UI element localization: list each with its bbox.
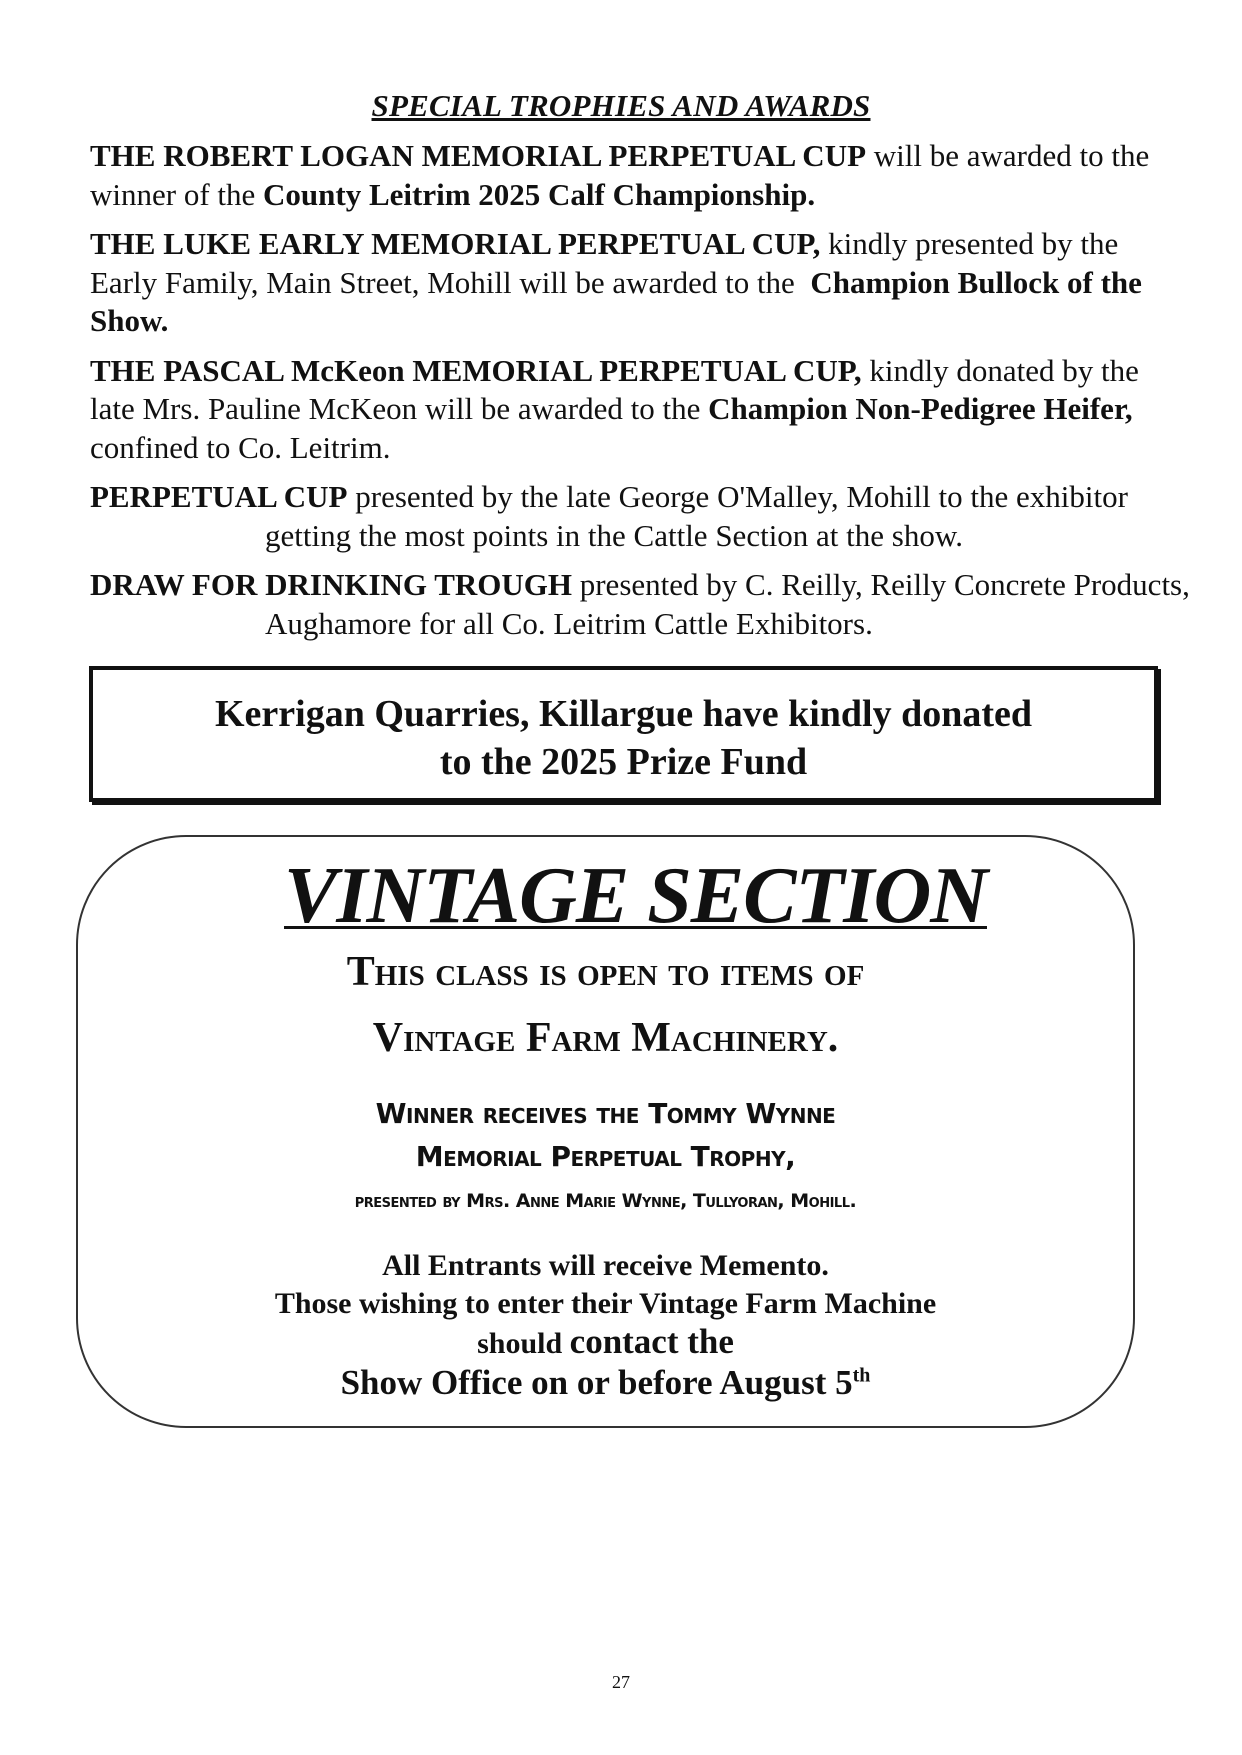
trophy-presenter-line: presented by Mrs. Anne Marie Wynne, Tullyoran, Mohill.: [354, 1190, 857, 1212]
trophy-line-1: Winner receives the Tommy Wynne: [375, 1097, 836, 1130]
deadline-line: [78, 1364, 1133, 1402]
page-heading: SPECIAL TROPHIES AND AWARDS: [371, 88, 871, 123]
contact-should: should: [477, 1327, 563, 1360]
deadline-ordinal: th: [852, 1364, 871, 1387]
sponsor-notice-box: [89, 666, 1158, 802]
award-title: THE PASCAL McKeon MEMORIAL PERPETUAL CUP,: [90, 352, 862, 388]
awards-list: [90, 137, 1190, 654]
award-title: DRAW FOR DRINKING TROUGH: [90, 567, 572, 602]
award-luke-early: [90, 225, 1190, 341]
trophy-line-2: Memorial Perpetual Trophy,: [415, 1140, 796, 1173]
vintage-open-line-2: Vintage Farm Machinery.: [372, 1015, 839, 1061]
vintage-section-title: VINTAGE SECTION: [284, 852, 987, 940]
entry-instructions-line: Those wishing to enter their Vintage Farm Machine: [274, 1287, 937, 1320]
contact-line: [78, 1323, 1133, 1363]
vintage-open-line-1: This class is open to items of: [346, 949, 865, 995]
award-highlight: Champion Bullock of the Show.: [90, 264, 1142, 338]
award-highlight: Champion Non-Pedigree Heifer,: [708, 391, 1133, 426]
award-pascal-mckeon: [90, 352, 1190, 468]
award-text-tail: confined to Co. Leitrim.: [90, 429, 391, 465]
award-text: kindly donated by the late Mrs. Pauline McKeon will be awarded to the: [90, 352, 1139, 426]
award-perpetual-cup: [90, 478, 1190, 555]
award-text: kindly presented by the Early Family, Main Street, Mohill will be awarded to the: [90, 226, 1126, 300]
award-drinking-trough: [90, 566, 1190, 643]
award-title: PERPETUAL CUP: [90, 479, 348, 514]
vintage-section-box: [76, 835, 1135, 1428]
award-highlight: County Leitrim 2025 Calf Championship.: [263, 176, 816, 212]
sponsor-line-1: Kerrigan Quarries, Killargue have kindly donated: [214, 693, 1033, 735]
deadline-text: Show Office on or before August 5: [340, 1363, 853, 1402]
sponsor-line-2: to the 2025 Prize Fund: [439, 741, 808, 783]
award-text: presented by the late George O'Malley, Mohill to the exhibitor getting the most points in the Cattle Section at the show.: [265, 479, 1128, 553]
award-title: THE ROBERT LOGAN MEMORIAL PERPETUAL CUP: [90, 138, 867, 173]
award-robert-logan: [90, 137, 1190, 214]
contact-the: contact the: [569, 1322, 734, 1361]
award-text: will be awarded to the winner of the: [90, 138, 1150, 212]
award-text: presented by C. Reilly, Reilly Concrete Products, Aughamore for all Co. Leitrim Cattle Exhibitors.: [265, 567, 1190, 641]
page-number: 27: [612, 1672, 630, 1692]
memento-line: All Entrants will receive Memento.: [382, 1249, 829, 1282]
award-title: THE LUKE EARLY MEMORIAL PERPETUAL CUP,: [90, 226, 821, 261]
